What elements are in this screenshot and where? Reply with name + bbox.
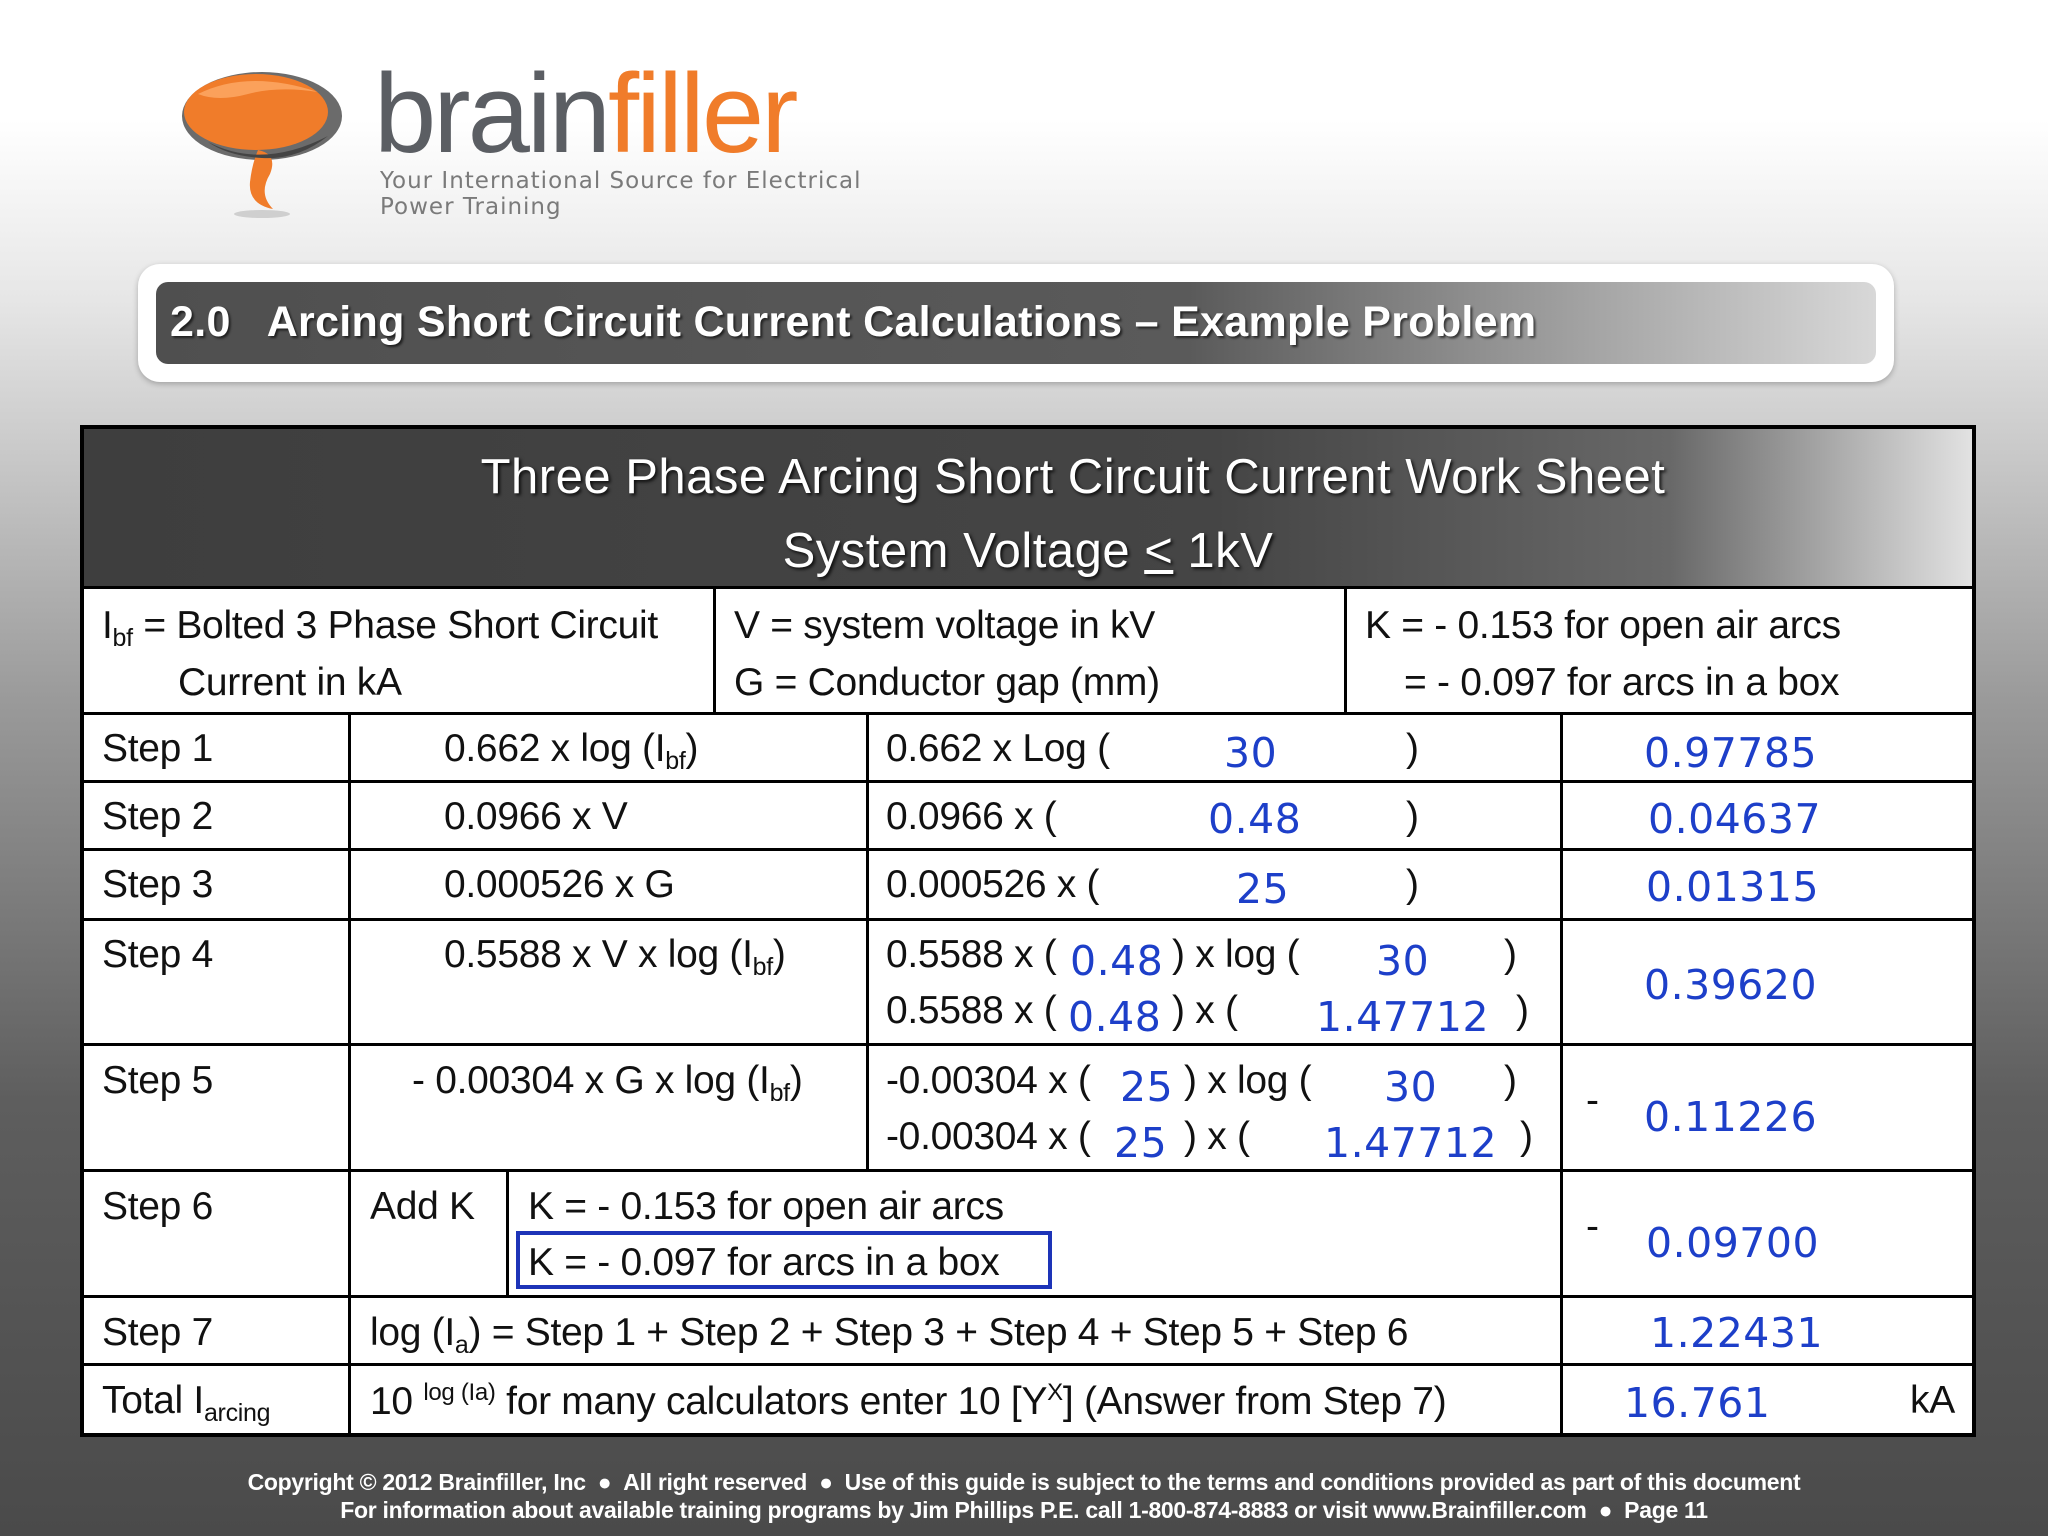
- step4-ibf-input: 30: [1376, 937, 1430, 985]
- step1-result: 0.97785: [1644, 729, 1818, 777]
- step4-work-line2-c: ): [1516, 989, 1529, 1032]
- step4-work-line1-a: 0.5588 x (: [886, 933, 1057, 976]
- step1-label: Step 1: [102, 727, 213, 770]
- step2-result: 0.04637: [1648, 795, 1822, 843]
- worksheet-table: [80, 425, 1976, 1437]
- v-definition: V = system voltage in kV: [734, 604, 1155, 647]
- worksheet-header: [84, 429, 1972, 589]
- worksheet-voltage: System Voltage < 1kV: [782, 524, 1274, 578]
- brainfiller-logo-icon: [178, 64, 348, 224]
- step1-formula: 0.662 x $\log (I_{bf})$: [444, 727, 699, 775]
- total-unit: kA: [1910, 1379, 1955, 1422]
- step5-work-line1-b: ) x log (: [1184, 1059, 1312, 1102]
- step3-formula: 0.000526 x G: [444, 863, 675, 906]
- step5-result: 0.11226: [1644, 1093, 1818, 1141]
- step5-g-input-2: 25: [1114, 1119, 1168, 1167]
- step3-result: 0.01315: [1646, 863, 1820, 911]
- k-definition-open-air: K = - 0.153 for open air arcs: [1365, 604, 1841, 647]
- step5-formula: - 0.00304 x G x $\log (I_{bf})$: [412, 1059, 803, 1107]
- step4-v-input-2: 0.48: [1068, 993, 1162, 1041]
- step3-work: 0.000526 x (: [886, 863, 1100, 906]
- step2-label: Step 2: [102, 795, 213, 838]
- step4-log-input: 1.47712: [1316, 993, 1490, 1041]
- footer-line1: Copyright © 2012 Brainfiller, Inc ● All right reserved ● Use of this guide is subject to the terms and conditions provided as part of this document: [247, 1469, 1801, 1495]
- step5-log-input: 1.47712: [1324, 1119, 1498, 1167]
- step4-work-line1-b: ) x log (: [1172, 933, 1300, 976]
- ibf-definition-cont: Current in kA: [178, 661, 402, 704]
- step5-sign: -: [1586, 1079, 1599, 1122]
- step7-result: 1.22431: [1650, 1309, 1824, 1357]
- brand-wordmark: brainfiller: [374, 51, 796, 176]
- step5-label: Step 5: [102, 1059, 213, 1102]
- total-result: 16.761: [1624, 1379, 1771, 1427]
- step6-label: Step 6: [102, 1185, 213, 1228]
- footer: [0, 1468, 2048, 1524]
- step7-label: Step 7: [102, 1311, 213, 1354]
- worksheet-title: Three Phase Arcing Short Circuit Current Work Sheet: [480, 450, 1666, 504]
- g-definition: G = Conductor gap (mm): [734, 661, 1160, 704]
- step1-work: 0.662 x Log (: [886, 727, 1110, 770]
- step2-close: ): [1406, 795, 1419, 838]
- step6-action: Add K: [370, 1185, 475, 1228]
- k-definition-box: = - 0.097 for arcs in a box: [1404, 661, 1840, 704]
- step3-close: ): [1406, 863, 1419, 906]
- step7-formula: $\log (I_a)$ = Step 1 + Step 2 + Step 3 + Step 4 + Step 5 + Step 6: [370, 1311, 1409, 1359]
- total-label: Total $I_{arcing}$: [102, 1379, 271, 1427]
- step4-work-line1-c: ): [1504, 933, 1517, 976]
- step6-result: 0.09700: [1646, 1219, 1820, 1267]
- step2-work: 0.0966 x (: [886, 795, 1057, 838]
- step5-g-input: 25: [1120, 1063, 1174, 1111]
- step6-sign: -: [1586, 1205, 1599, 1248]
- step4-work-line2-b: ) x (: [1172, 989, 1238, 1032]
- step4-work-line2-a: 0.5588 x (: [886, 989, 1057, 1032]
- step6-option-open-air: K = - 0.153 for open air arcs: [528, 1185, 1004, 1228]
- step5-ibf-input: 30: [1384, 1063, 1438, 1111]
- step2-formula: 0.0966 x V: [444, 795, 628, 838]
- total-expression: 10 $^{log (Ia)}$ for many calculators enter 10 $[Y^X]$ (Answer from Step 7): [370, 1379, 1447, 1423]
- step5-work-line2-a: -0.00304 x (: [886, 1115, 1091, 1158]
- footer-line2: For information about available training programs by Jim Phillips P.E. call 1-800-874-8883 or visit www.Brainfiller.com ● Page 11: [340, 1497, 1708, 1523]
- step3-label: Step 3: [102, 863, 213, 906]
- step4-v-input: 0.48: [1070, 937, 1164, 985]
- step4-label: Step 4: [102, 933, 213, 976]
- step5-work-line2-c: ): [1520, 1115, 1533, 1158]
- page-title: 2.0 Arcing Short Circuit Current Calculations – Example Problem: [170, 298, 1537, 346]
- step1-input: 30: [1224, 729, 1278, 777]
- step3-input: 25: [1236, 865, 1290, 913]
- ibf-definition: $I_{bf}$ = Bolted 3 Phase Short Circuit: [102, 604, 658, 652]
- step1-close: ): [1406, 727, 1419, 770]
- step4-formula: 0.5588 x V x $\log (I_{bf})$: [444, 933, 786, 981]
- step6-option-box: K = - 0.097 for arcs in a box: [528, 1241, 1000, 1284]
- step5-work-line1-a: -0.00304 x (: [886, 1059, 1091, 1102]
- step4-result: 0.39620: [1644, 961, 1818, 1009]
- step5-work-line2-b: ) x (: [1184, 1115, 1250, 1158]
- step2-input: 0.48: [1208, 795, 1302, 843]
- brand-tagline: Your International Source for Electrical Power Training: [380, 168, 862, 220]
- step5-work-line1-c: ): [1504, 1059, 1517, 1102]
